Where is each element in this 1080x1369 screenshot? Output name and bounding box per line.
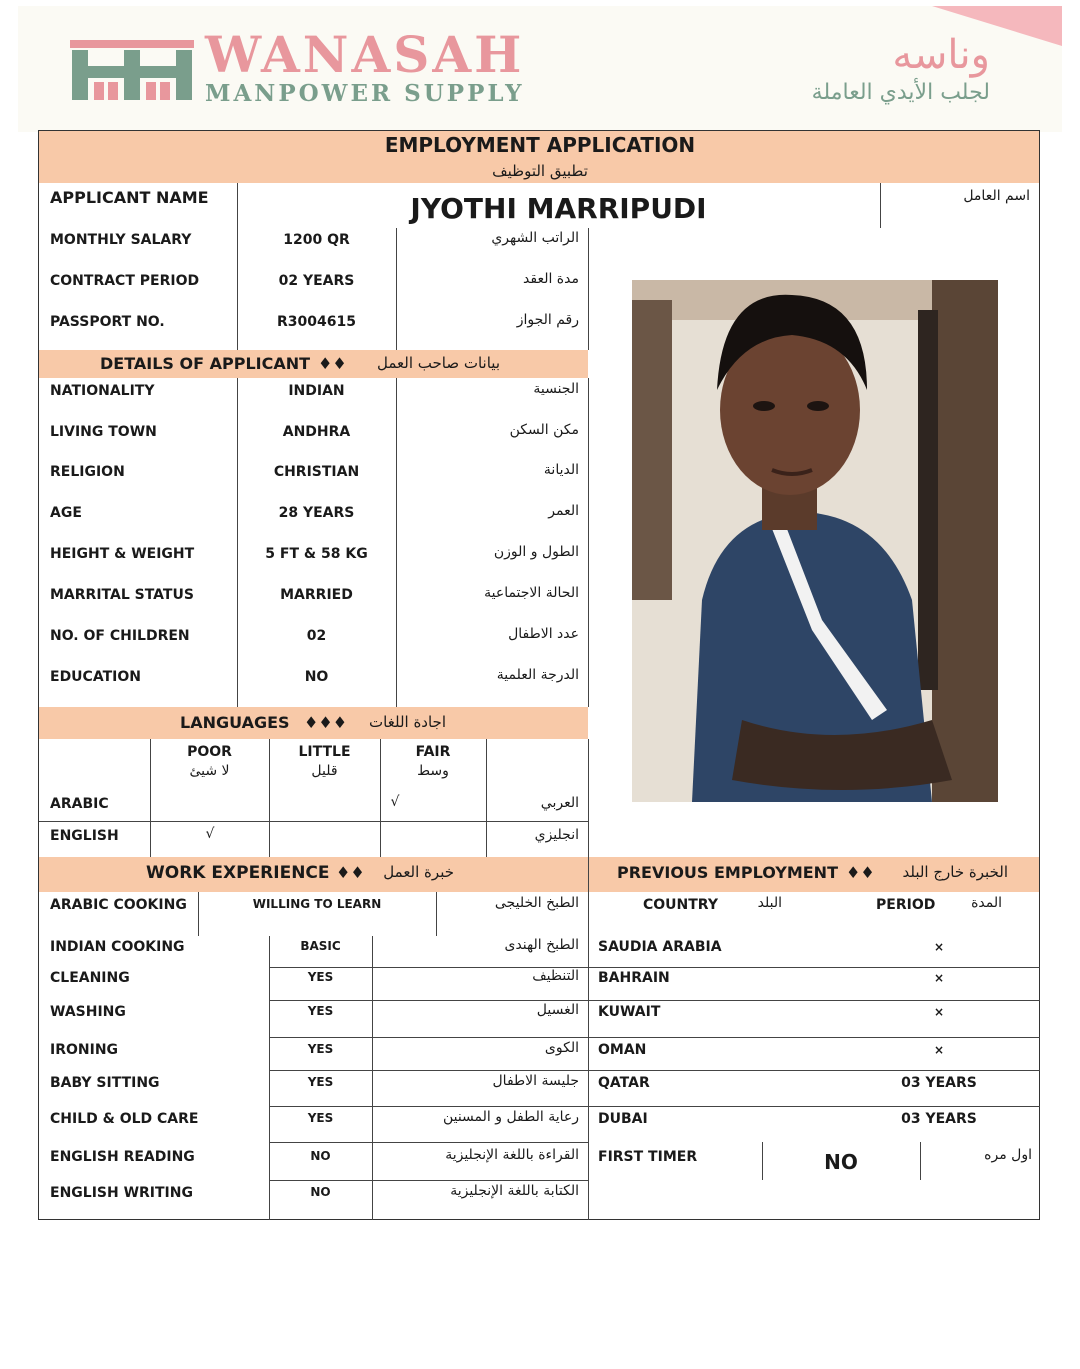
diamond-icon: ♦♦♦ bbox=[304, 713, 348, 732]
work-row-cleaning-arabic: التنظيف bbox=[532, 968, 579, 984]
work-row-indian-cooking-label: INDIAN COOKING bbox=[50, 939, 185, 955]
work-row-indian-cooking-arabic: الطبخ الهندى bbox=[504, 937, 579, 953]
english-check-icon: √ bbox=[205, 826, 215, 842]
salary-label: MONTHLY SALARY bbox=[50, 232, 192, 248]
period-header-arabic: المدة bbox=[971, 895, 1002, 911]
passport-label-arabic: رقم الجواز bbox=[516, 312, 579, 328]
work-row-arabic-cooking-label: ARABIC COOKING bbox=[50, 897, 187, 913]
english-label: ENGLISH bbox=[50, 828, 119, 844]
prev-period-qatar: 03 YEARS bbox=[901, 1075, 977, 1091]
marital-status-label: MARRITAL STATUS bbox=[50, 587, 194, 603]
company-logo bbox=[70, 40, 194, 102]
details-title-arabic: بيانات صاحب العمل bbox=[377, 354, 500, 372]
living-town-value: ANDHRA bbox=[282, 424, 351, 440]
prev-period-saudi: × bbox=[933, 940, 945, 954]
religion-label: RELIGION bbox=[50, 464, 125, 480]
marital-status-label-arabic: الحالة الاجتماعية bbox=[484, 585, 579, 601]
work-row-english-reading-arabic: القراءة باللغة الإنجليزية bbox=[445, 1147, 579, 1163]
country-header-arabic: البلد bbox=[757, 895, 782, 911]
work-row-baby-sitting-value: YES bbox=[307, 1075, 334, 1089]
living-town-label: LIVING TOWN bbox=[50, 424, 157, 440]
prev-country-kuwait: KUWAIT bbox=[598, 1004, 661, 1020]
work-row-english-reading-label: ENGLISH READING bbox=[50, 1149, 195, 1165]
work-row-arabic-cooking-value: WILLING TO LEARN bbox=[252, 897, 382, 911]
work-experience-title: WORK EXPERIENCE bbox=[146, 863, 330, 883]
marital-status-value: MARRIED bbox=[280, 587, 353, 603]
prev-country-dubai: DUBAI bbox=[598, 1111, 648, 1127]
children-label: NO. OF CHILDREN bbox=[50, 628, 190, 644]
work-row-english-reading-value: NO bbox=[310, 1149, 331, 1163]
passport-value: R3004615 bbox=[277, 314, 356, 330]
brand-name: WANASAH bbox=[205, 25, 525, 84]
work-row-ironing-label: IRONING bbox=[50, 1042, 119, 1058]
brand-tagline-arabic: لجلب الأيدي العاملة bbox=[811, 80, 990, 105]
work-row-child-old-care-label: CHILD & OLD CARE bbox=[50, 1111, 199, 1127]
level-little-arabic: قليل bbox=[311, 763, 338, 779]
education-value: NO bbox=[304, 669, 329, 685]
nationality-label-arabic: الجنسية bbox=[533, 381, 579, 397]
work-row-ironing-arabic: الكوى bbox=[544, 1040, 579, 1056]
period-header: PERIOD bbox=[876, 897, 936, 913]
education-label: EDUCATION bbox=[50, 669, 141, 685]
work-row-english-writing-arabic: الكتابة باللغة الإنجليزية bbox=[450, 1183, 579, 1199]
work-row-cleaning-label: CLEANING bbox=[50, 970, 130, 986]
passport-label: PASSPORT NO. bbox=[50, 314, 165, 330]
applicant-name: JYOTHI MARRIPUDI bbox=[410, 192, 707, 225]
diamond-icon: ♦♦ bbox=[318, 354, 347, 373]
prev-country-oman: OMAN bbox=[598, 1042, 647, 1058]
details-title: DETAILS OF APPLICANT bbox=[100, 354, 311, 373]
applicant-name-label-arabic: اسم العامل bbox=[963, 188, 1030, 204]
form-title-arabic: تطبيق التوظيف bbox=[492, 162, 588, 180]
form-title: EMPLOYMENT APPLICATION bbox=[384, 133, 696, 157]
prev-period-kuwait: × bbox=[933, 1005, 945, 1019]
first-timer-label-arabic: اول مره bbox=[984, 1147, 1032, 1163]
contract-label: CONTRACT PERIOD bbox=[50, 273, 200, 289]
age-label: AGE bbox=[50, 505, 82, 521]
level-little: LITTLE bbox=[298, 744, 351, 760]
nationality-value: INDIAN bbox=[288, 383, 345, 399]
first-timer-value: NO bbox=[824, 1150, 858, 1174]
prev-period-dubai: 03 YEARS bbox=[901, 1111, 977, 1127]
children-value: 02 bbox=[306, 628, 327, 644]
arabic-label: ARABIC bbox=[50, 796, 109, 812]
level-poor: POOR bbox=[187, 744, 232, 760]
languages-title: LANGUAGES bbox=[180, 713, 290, 732]
religion-label-arabic: الديانة bbox=[543, 462, 579, 478]
brand-tagline: MANPOWER SUPPLY bbox=[205, 80, 525, 107]
work-row-washing-arabic: الغسيل bbox=[536, 1002, 579, 1018]
prev-period-oman: × bbox=[933, 1043, 945, 1057]
contract-value: 02 YEARS bbox=[278, 273, 355, 289]
english-label-arabic: انجليزي bbox=[534, 827, 579, 843]
work-row-english-writing-value: NO bbox=[310, 1185, 331, 1199]
work-row-baby-sitting-label: BABY SITTING bbox=[50, 1075, 160, 1091]
education-label-arabic: الدرجة العلمية bbox=[496, 667, 579, 683]
previous-employment-title-arabic: الخبرة خارج البلد bbox=[902, 863, 1008, 881]
work-row-indian-cooking-value: BASIC bbox=[300, 939, 341, 953]
first-timer-label: FIRST TIMER bbox=[598, 1149, 698, 1165]
prev-country-bahrain: BAHRAIN bbox=[598, 970, 670, 986]
height-weight-label: HEIGHT & WEIGHT bbox=[50, 546, 195, 562]
diamond-icon: ♦♦ bbox=[336, 863, 365, 882]
level-poor-arabic: لا شيئ bbox=[189, 763, 230, 779]
work-row-baby-sitting-arabic: جليسة الاطفال bbox=[492, 1073, 579, 1089]
salary-value: 1200 QR bbox=[283, 232, 350, 248]
arabic-check-icon: √ bbox=[390, 794, 400, 810]
work-row-child-old-care-value: YES bbox=[307, 1111, 334, 1125]
work-row-washing-label: WASHING bbox=[50, 1004, 126, 1020]
age-value: 28 YEARS bbox=[278, 505, 355, 521]
religion-value: CHRISTIAN bbox=[273, 464, 360, 480]
applicant-photo bbox=[632, 280, 998, 802]
work-row-english-writing-label: ENGLISH WRITING bbox=[50, 1185, 193, 1201]
height-weight-label-arabic: الطول و الوزن bbox=[493, 544, 579, 560]
work-experience-title-arabic: خبرة العمل bbox=[383, 863, 454, 881]
work-row-washing-value: YES bbox=[307, 1004, 334, 1018]
work-row-cleaning-value: YES bbox=[307, 970, 334, 984]
work-row-ironing-value: YES bbox=[307, 1042, 334, 1056]
height-weight-value: 5 FT & 58 KG bbox=[265, 546, 368, 562]
salary-label-arabic: الراتب الشهري bbox=[491, 230, 579, 246]
languages-title-arabic: اجادة اللغات bbox=[369, 713, 446, 731]
country-header: COUNTRY bbox=[643, 897, 718, 913]
level-fair: FAIR bbox=[415, 744, 451, 760]
diamond-icon: ♦♦ bbox=[846, 863, 875, 882]
contract-label-arabic: مدة العقد bbox=[523, 271, 579, 287]
living-town-label-arabic: مكن السكن bbox=[509, 422, 579, 438]
arabic-label-arabic: العربي bbox=[540, 795, 579, 811]
children-label-arabic: عدد الاطفال bbox=[508, 626, 579, 642]
age-label-arabic: العمر bbox=[548, 503, 579, 519]
nationality-label: NATIONALITY bbox=[50, 383, 155, 399]
work-row-arabic-cooking-arabic: الطبخ الخليجى bbox=[494, 895, 579, 911]
level-fair-arabic: وسط bbox=[417, 763, 449, 779]
prev-country-saudi: SAUDIA ARABIA bbox=[598, 939, 722, 955]
prev-period-bahrain: × bbox=[933, 971, 945, 985]
applicant-name-label: APPLICANT NAME bbox=[50, 188, 209, 207]
previous-employment-title: PREVIOUS EMPLOYMENT bbox=[617, 863, 838, 882]
prev-country-qatar: QATAR bbox=[598, 1075, 650, 1091]
brand-name-arabic: وناسه bbox=[892, 32, 990, 78]
work-row-child-old-care-arabic: رعاية الطفل و المسنين bbox=[442, 1109, 579, 1125]
